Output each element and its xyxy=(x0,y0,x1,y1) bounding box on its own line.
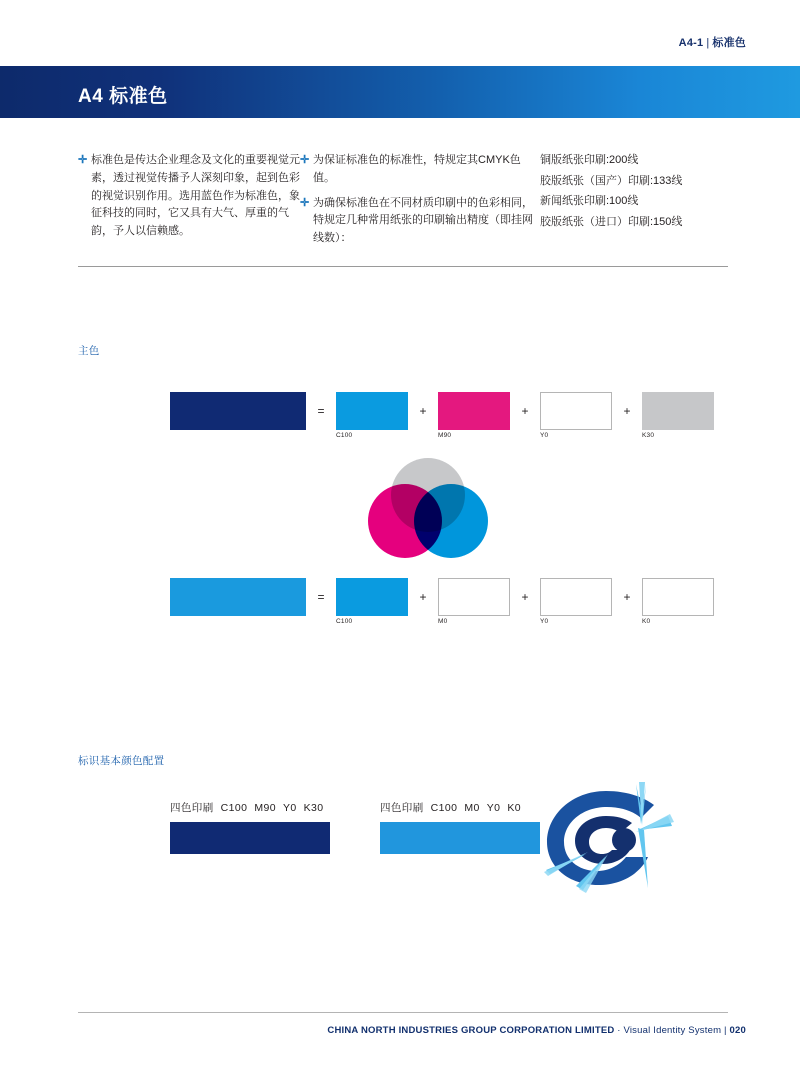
footer-divider xyxy=(78,1012,728,1013)
swatch-caption: M90 xyxy=(438,432,452,439)
swatch-color-block xyxy=(170,578,306,616)
footer-page-number: 020 xyxy=(729,1025,746,1036)
intro-paragraph xyxy=(300,152,540,188)
intro-column-2 xyxy=(300,152,540,255)
intro-paragraph xyxy=(78,152,300,241)
print-spec-line: 铜版纸张印刷:200线 xyxy=(540,154,639,166)
swatch-caption: Y0 xyxy=(540,432,549,439)
intro-paragraph-text: 为确保标准色在不同材质印刷中的色彩相同，特规定几种常用纸张的印刷输出精度（即挂网线数）： xyxy=(313,196,533,245)
swatch-color-block xyxy=(540,392,612,430)
footer-company: CHINA NORTH INDUSTRIES GROUP CORPORATION LIMITED xyxy=(327,1025,615,1036)
swatch-color-block xyxy=(336,578,408,616)
swatch-color-block xyxy=(438,578,510,616)
swatch-color-block xyxy=(642,578,714,616)
swatch-component-m xyxy=(438,392,510,439)
cmyk-m: M0 xyxy=(464,802,480,814)
cmyk-venn-diagram xyxy=(368,458,488,558)
intro-column-1 xyxy=(78,152,300,255)
swatch-color-block xyxy=(642,392,714,430)
plus-operator: + xyxy=(419,590,427,604)
color-equation-primary xyxy=(170,392,714,439)
title-band xyxy=(0,66,800,118)
venn-circle-cyan xyxy=(414,484,488,558)
cmyk-m: M90 xyxy=(254,802,276,814)
swatch-color-block xyxy=(540,578,612,616)
print-method-label: 四色印刷 xyxy=(170,802,214,814)
corner-code: A4-1 xyxy=(678,37,704,49)
cmyk-k: K0 xyxy=(507,802,522,814)
swatch-caption: C100 xyxy=(336,618,353,625)
corner-label: 标准色 xyxy=(712,37,746,49)
swatch-component-k xyxy=(642,578,714,625)
swatch-caption: M0 xyxy=(438,618,448,625)
plus-operator: + xyxy=(521,404,529,418)
logo-color-bar xyxy=(380,822,540,854)
plus-operator: + xyxy=(521,590,529,604)
plus-operator: + xyxy=(419,404,427,418)
intro-columns xyxy=(78,152,728,255)
cmyk-y: Y0 xyxy=(486,802,501,814)
plus-operator: + xyxy=(623,590,631,604)
swatch-caption: C100 xyxy=(336,432,353,439)
swatch-component-c xyxy=(336,392,408,439)
section-label-primary: 主色 xyxy=(78,345,100,357)
swatch-color-block xyxy=(336,392,408,430)
logo-color-bar xyxy=(170,822,330,854)
plus-icon: ✛ xyxy=(300,196,310,209)
corner-section-tag xyxy=(679,34,746,50)
intro-paragraph-text: 标准色是传达企业理念及文化的重要视觉元素，透过视觉传播予人深刻印象，起到色彩的视觉识别作用。选用蓝色作为标准色，象征科技的同时，它又具有大气、厚重的气韵，予人以信赖感。 xyxy=(91,154,300,238)
logo-color-caption xyxy=(170,800,360,815)
swatch-component-k xyxy=(642,392,714,439)
plus-icon: ✛ xyxy=(300,154,310,166)
swatch-caption: K30 xyxy=(642,432,655,439)
cmyk-k: K30 xyxy=(303,802,324,814)
swatch-component-m xyxy=(438,578,510,625)
swatch-caption: Y0 xyxy=(540,618,549,625)
swatch-result xyxy=(170,392,306,430)
cmyk-c: C100 xyxy=(220,802,248,814)
print-spec-line: 胶版纸张（国产）印刷:133线 xyxy=(540,174,683,187)
corner-separator: | xyxy=(706,37,710,49)
intro-paragraph-text: 为保证标准色的标准性，特规定其CMYK色值。 xyxy=(313,154,521,184)
page-footer xyxy=(327,1025,746,1036)
plus-icon: ✛ xyxy=(78,154,88,166)
page-title: A4 标准色 xyxy=(78,86,168,107)
swatch-caption: K0 xyxy=(642,618,651,625)
equals-operator: = xyxy=(317,590,325,604)
equals-operator: = xyxy=(317,404,325,418)
footer-system: · Visual Identity System xyxy=(617,1025,722,1036)
swatch-component-y xyxy=(540,578,612,625)
swatch-color-block xyxy=(438,392,510,430)
print-spec-line: 新闻纸张印刷:100线 xyxy=(540,195,639,207)
swatch-component-c xyxy=(336,578,408,625)
print-spec-line: 胶版纸张（进口）印刷:150线 xyxy=(540,215,683,228)
swatch-color-block xyxy=(170,392,306,430)
cmyk-c: C100 xyxy=(430,802,458,814)
color-equation-secondary xyxy=(170,578,714,625)
logo-color-config-item xyxy=(170,800,360,854)
swatch-result xyxy=(170,578,306,616)
intro-paragraph xyxy=(300,195,540,248)
norinco-logo-icon xyxy=(520,778,695,898)
intro-column-3 xyxy=(540,152,728,255)
swatch-component-y xyxy=(540,392,612,439)
horizontal-divider xyxy=(78,266,728,267)
plus-operator: + xyxy=(623,404,631,418)
cmyk-y: Y0 xyxy=(282,802,297,814)
footer-divider-glyph: | xyxy=(724,1025,727,1036)
print-method-label: 四色印刷 xyxy=(380,802,424,814)
section-label-logo-colors: 标识基本颜色配置 xyxy=(78,755,165,767)
